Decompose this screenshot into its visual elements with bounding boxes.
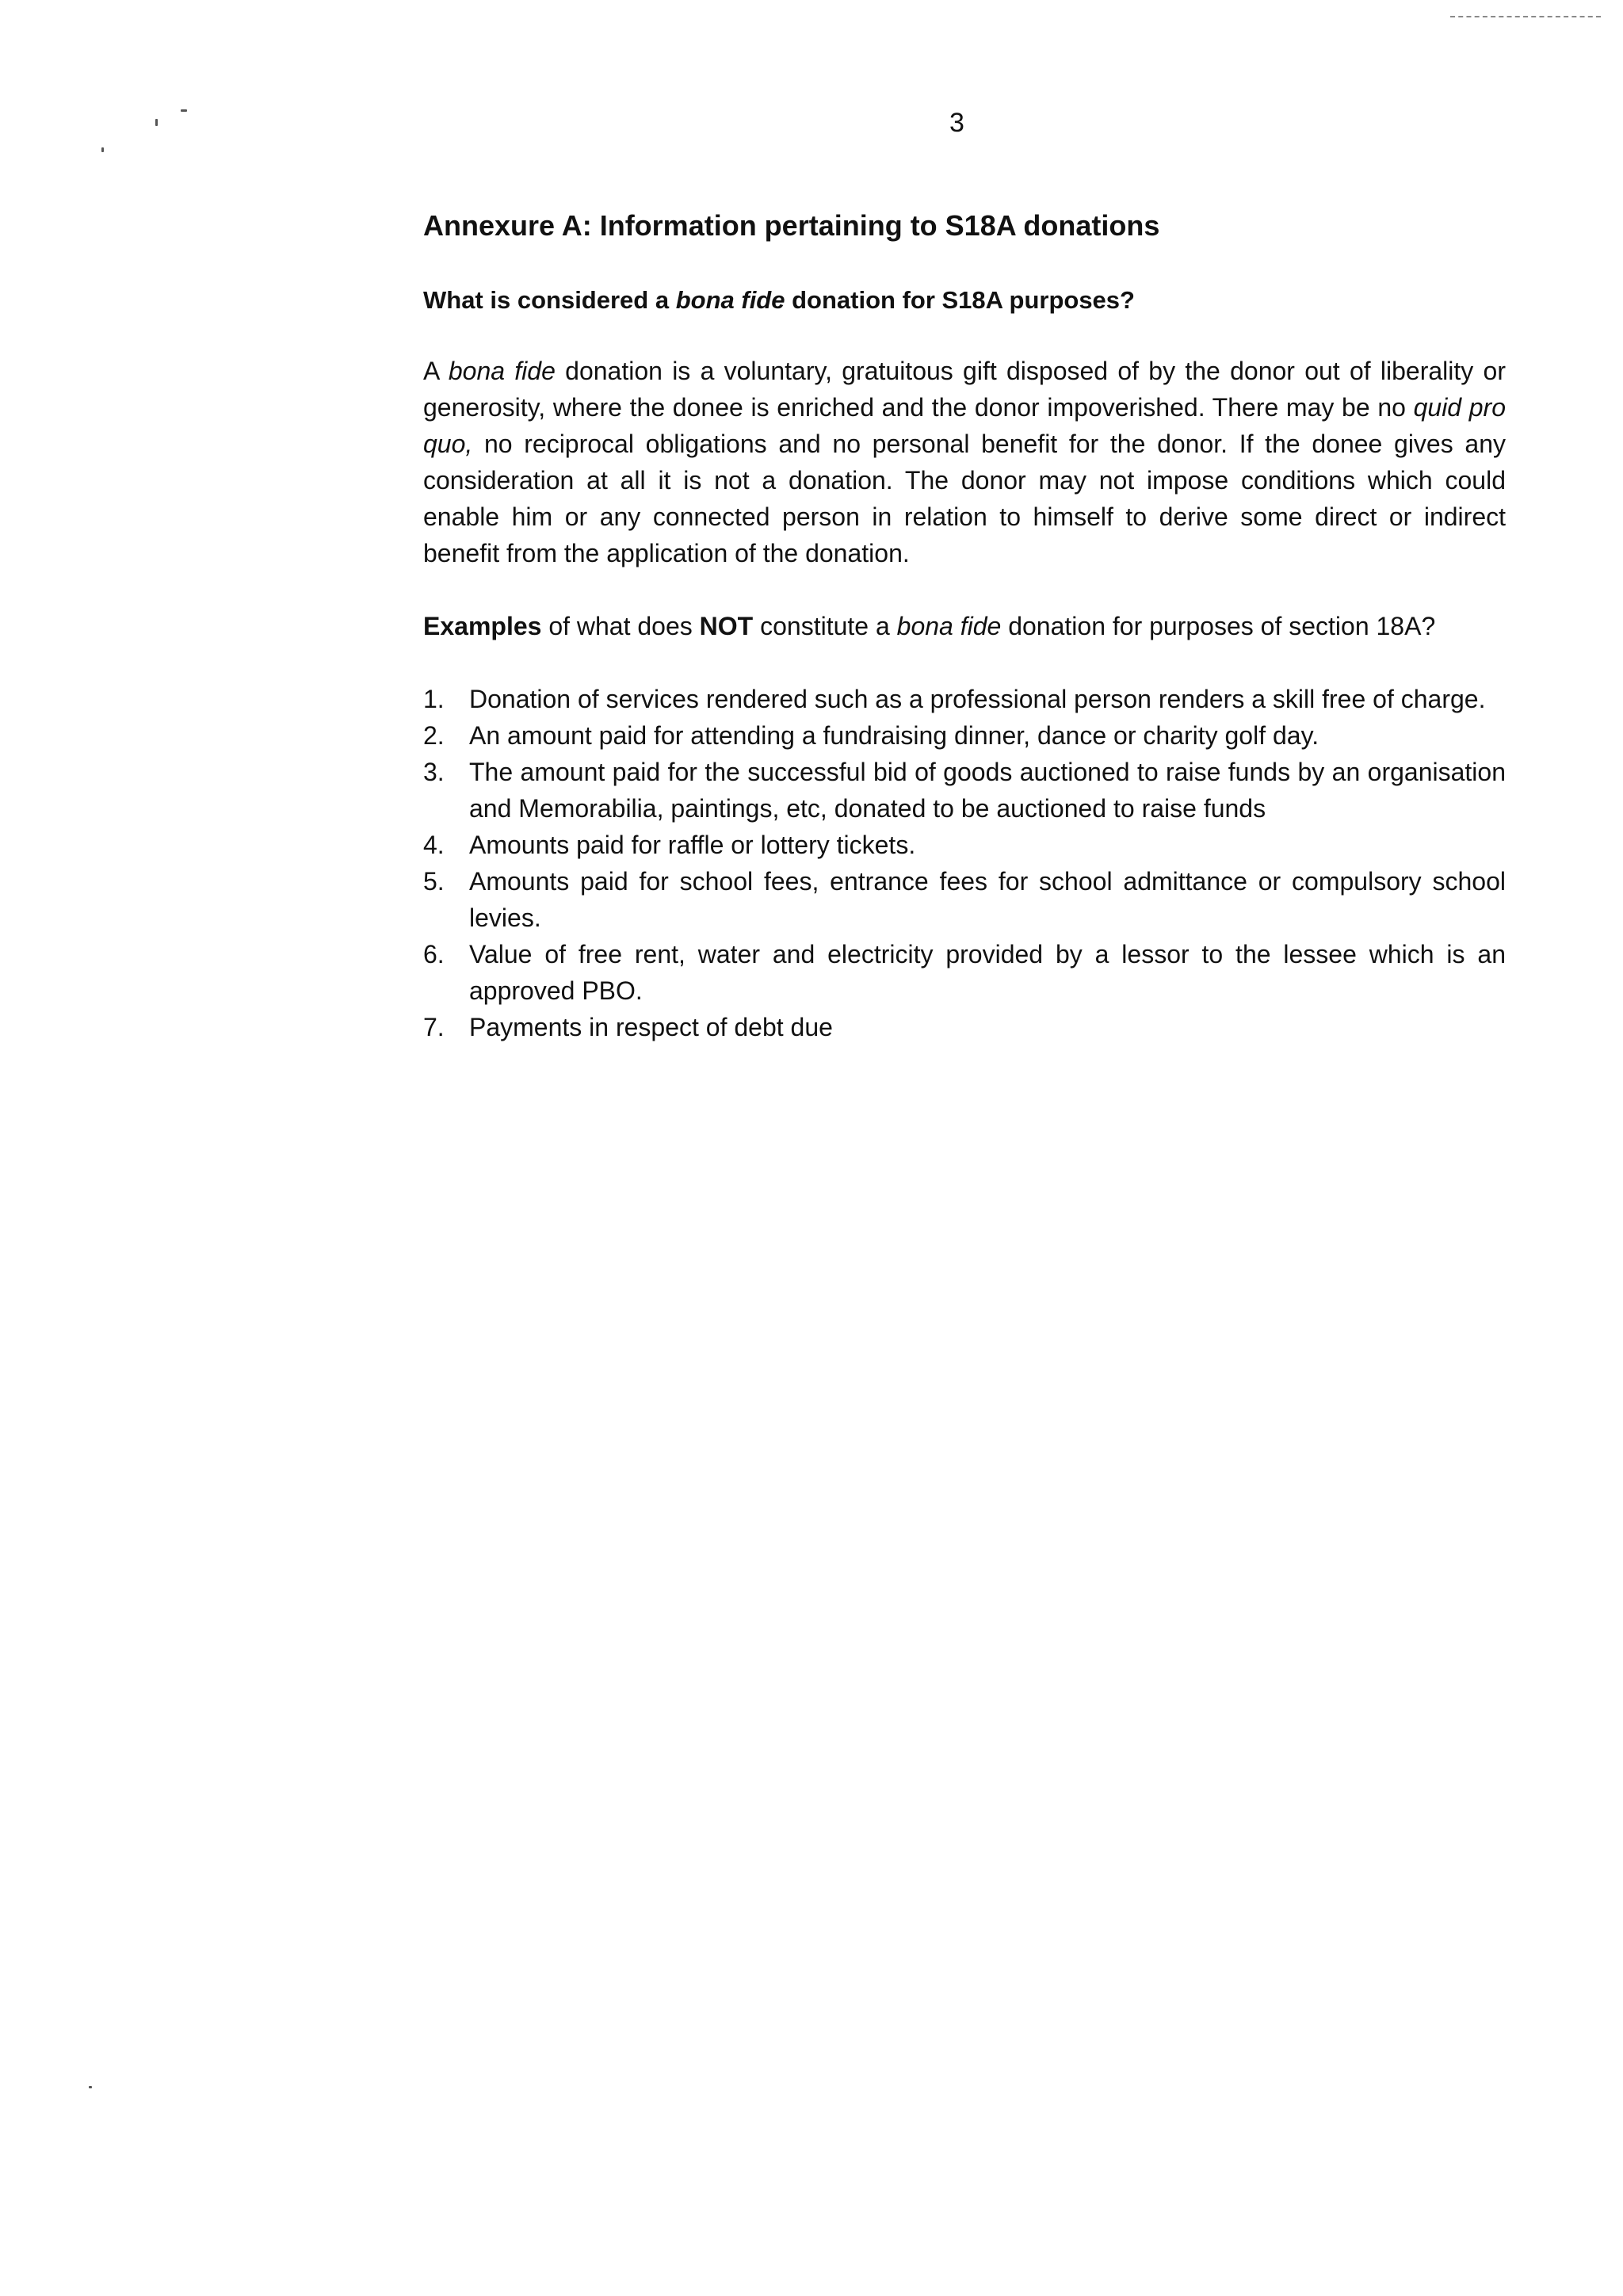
examples-heading xyxy=(423,608,1506,644)
examples-italic-term: bona fide xyxy=(896,612,1002,641)
question-heading xyxy=(423,285,1506,316)
list-item xyxy=(423,1009,1506,1045)
list-item-text: An amount paid for attending a fundraising dinner, dance or charity golf day. xyxy=(469,721,1319,751)
paragraph-text: A xyxy=(423,357,449,386)
list-item xyxy=(423,681,1506,717)
list-item-text: Payments in respect of debt due xyxy=(469,1013,833,1042)
examples-bold-word: Examples xyxy=(423,612,542,641)
list-item xyxy=(423,754,1506,827)
examples-text: of what does xyxy=(541,612,700,641)
list-number: 3. xyxy=(423,758,445,787)
examples-text: donation for purposes of section 18A? xyxy=(1001,612,1436,641)
paragraph-text: no reciprocal obligations and no personal benefit for the donor. If the donee gives any consideration at all it is not a donation. The donor may not impose conditions which could enable him or any connected person in relation to himself to derive some direct or indirect benefit from the application of the donation. xyxy=(423,430,1506,568)
definition-paragraph xyxy=(423,353,1506,571)
list-number: 1. xyxy=(423,685,445,714)
list-number: 4. xyxy=(423,831,445,860)
question-prefix: What is considered a xyxy=(423,285,676,314)
document-body xyxy=(423,208,1506,1045)
list-item-text: Amounts paid for school fees, entrance fees for school admittance or compulsory school levies. xyxy=(469,867,1506,933)
list-item xyxy=(423,717,1506,754)
list-number: 7. xyxy=(423,1013,445,1042)
list-item-text: Amounts paid for raffle or lottery tickets. xyxy=(469,831,916,860)
annexure-title: Annexure A: Information pertaining to S18A donations xyxy=(423,209,1160,242)
list-item-text: Value of free rent, water and electricity provided by a lessor to the lessee which is an approved PBO. xyxy=(469,940,1506,1006)
paragraph-italic-term: bona fide xyxy=(448,357,556,386)
question-suffix: donation for S18A purposes? xyxy=(785,285,1135,314)
list-item xyxy=(423,936,1506,1009)
list-number: 6. xyxy=(423,940,445,969)
scan-speck xyxy=(155,119,158,126)
list-item xyxy=(423,827,1506,863)
examples-text: constitute a xyxy=(753,612,897,641)
list-item-text: Donation of services rendered such as a professional person renders a skill free of charge. xyxy=(469,685,1486,714)
paragraph-text: donation is a voluntary, gratuitous gift disposed of by the donor out of liberality or generosity, where the donee is enriched and the donor impoverished. There may be no xyxy=(423,357,1507,422)
list-item-text: The amount paid for the successful bid of goods auctioned to raise funds by an organisation and Memorabilia, paintings, etc, donated to be auctioned to raise funds xyxy=(469,758,1506,823)
list-number: 5. xyxy=(423,867,445,896)
paragraph-italic-term: quid pro quo, xyxy=(423,393,1507,459)
examples-list xyxy=(423,681,1506,1045)
scan-speck xyxy=(101,147,104,152)
list-number: 2. xyxy=(423,721,445,751)
page-number: 3 xyxy=(949,108,964,138)
examples-bold-not: NOT xyxy=(699,612,754,641)
scan-artifact-line xyxy=(1450,16,1601,17)
scan-speck xyxy=(89,2086,92,2088)
question-italic: bona fide xyxy=(675,285,785,314)
list-item xyxy=(423,863,1506,936)
scan-speck xyxy=(181,109,187,112)
